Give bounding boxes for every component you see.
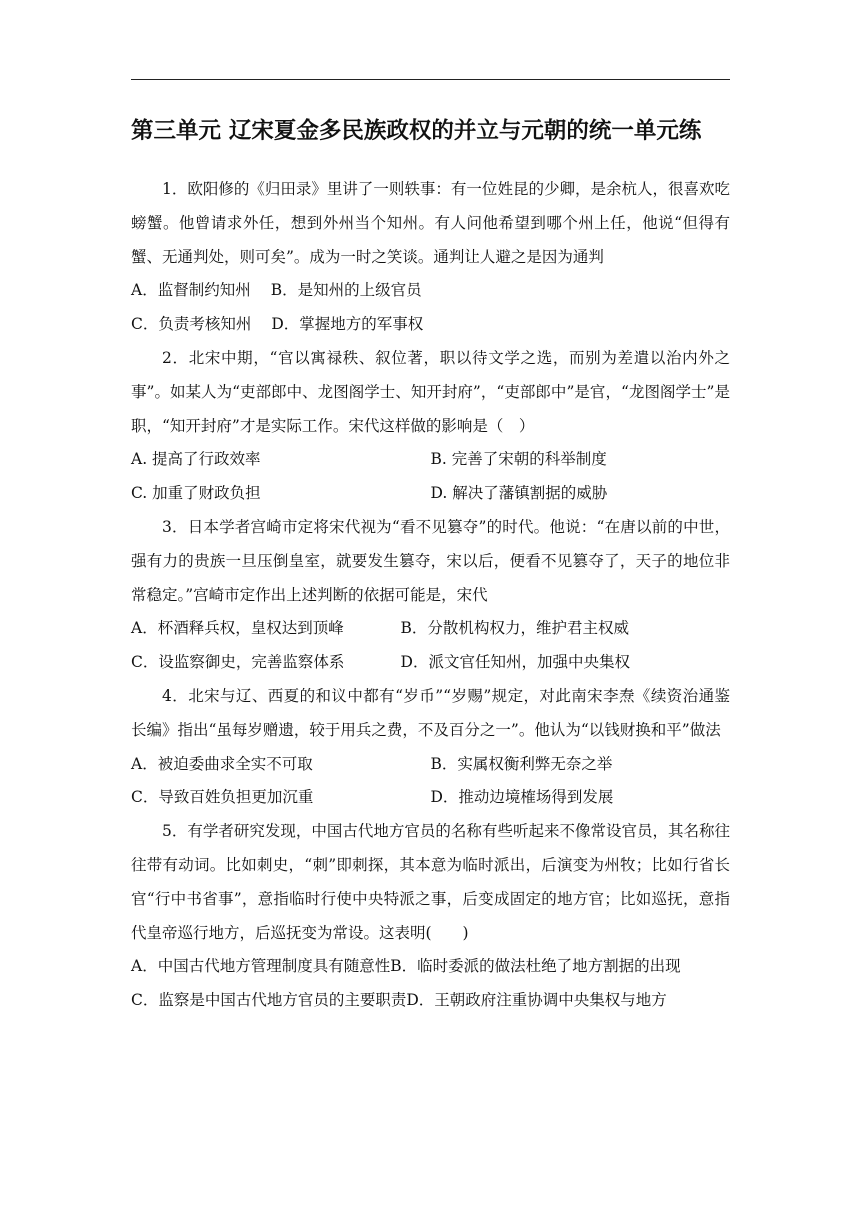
question-5-option-c: C．监察是中国古代地方官员的主要职责 bbox=[131, 991, 407, 1010]
question-3-option-c: C．设监察御史，完善监察体系 bbox=[131, 653, 345, 672]
question-3-stem: 3．日本学者宫崎市定将宋代视为“看不见篡夺”的时代。他说：“在唐以前的中世，强有力的贵族一旦压倒皇室，就要发生篡夺，宋以后，便看不见篡夺了，天子的地位非常稳定。”宫崎市定作出上述判断的依据可能是，宋代 bbox=[131, 517, 730, 604]
question-list bbox=[131, 173, 730, 1018]
question-4-options-row-1 bbox=[131, 748, 730, 782]
question-5-options-row-1 bbox=[131, 950, 730, 984]
question-1-option-b: B．是知州的上级官员 bbox=[270, 281, 422, 300]
question-5-option-a: A．中国古代地方管理制度具有随意性 bbox=[131, 957, 391, 976]
question-5-option-b: B．临时委派的做法杜绝了地方割据的出现 bbox=[390, 957, 681, 976]
question-4-option-b: B．实属权衡利弊无奈之举 bbox=[430, 754, 613, 773]
question-1-option-a: A．监督制约知州 bbox=[131, 281, 251, 300]
question-4-options-row-2 bbox=[131, 781, 730, 815]
question-2-option-b: B. 完善了宋朝的科举制度 bbox=[430, 450, 607, 469]
question-2-options-row-1 bbox=[131, 443, 730, 477]
question-2-option-d: D. 解决了藩镇割据的威胁 bbox=[430, 484, 608, 503]
question-3-option-b: B．分散机构权力，维护君主权威 bbox=[400, 619, 629, 638]
page-title: 第三单元 辽宋夏金多民族政权的并立与元朝的统一单元练 bbox=[131, 118, 702, 144]
question-4-option-a: A．被迫委曲求全实不可取 bbox=[131, 754, 313, 773]
question-1-options-row-1 bbox=[131, 274, 730, 308]
question-2-option-c: C. 加重了财政负担 bbox=[131, 484, 261, 503]
question-2-stem: 2．北宋中期，“官以寓禄秩、叙位著，职以待文学之选，而别为差遣以治内外之事”。如某人为“吏部郎中、龙图阁学士、知开封府”，“吏部郎中”是官，“龙图阁学士”是职，“知开封府”才是实际工作。宋代这样做的影响是（ ） bbox=[131, 348, 730, 435]
question-1-options-row-2 bbox=[131, 308, 730, 342]
question-3-options-row-2 bbox=[131, 646, 730, 680]
question-3-option-d: D．派文官任知州，加强中央集权 bbox=[400, 653, 630, 672]
question-5-option-d: D．王朝政府注重协调中央集权与地方 bbox=[406, 991, 667, 1010]
question-2-options-row-2 bbox=[131, 477, 730, 511]
question-1-stem: 1．欧阳修的《归田录》里讲了一则轶事：有一位姓昆的少卿，是余杭人，很喜欢吃螃蟹。他曾请求外任，想到外州当个知州。有人问他希望到哪个州上任，他说“但得有蟹、无通判处，则可矣”。成为一时之笑谈。通判让人避之是因为通判 bbox=[131, 180, 730, 266]
question-5-options-row-2 bbox=[131, 984, 730, 1018]
question-4-stem: 4．北宋与辽、西夏的和议中都有“岁币”“岁赐”规定，对此南宋李焘《续资治通鉴长编》指出“虽每岁赠遗，较于用兵之费，不及百分之一”。他认为“以钱财换和平”做法 bbox=[131, 686, 730, 739]
question-3-option-a: A．杯酒释兵权，皇权达到顶峰 bbox=[131, 619, 344, 638]
question-5-stem: 5．有学者研究发现，中国古代地方官员的名称有些听起来不像常设官员，其名称往往带有动词。比如刺史，“刺”即刺探，其本意为临时派出，后演变为州牧；比如行省长官“行中书省事”，意指临时行使中央特派之事，后变成固定的地方官；比如巡抚，意指代皇帝巡行地方，后巡抚变为常设。这表明( ) bbox=[131, 822, 730, 942]
question-4-option-c: C．导致百姓负担更加沉重 bbox=[131, 788, 314, 807]
question-2-option-a: A. 提高了行政效率 bbox=[131, 450, 261, 469]
question-3-options-row-1 bbox=[131, 612, 730, 646]
question-1-option-c: C．负责考核知州 bbox=[131, 315, 252, 334]
header-rule bbox=[131, 79, 730, 80]
question-4-option-d: D．推动边境榷场得到发展 bbox=[430, 788, 614, 807]
question-1-option-d: D．掌握地方的军事权 bbox=[271, 315, 424, 334]
